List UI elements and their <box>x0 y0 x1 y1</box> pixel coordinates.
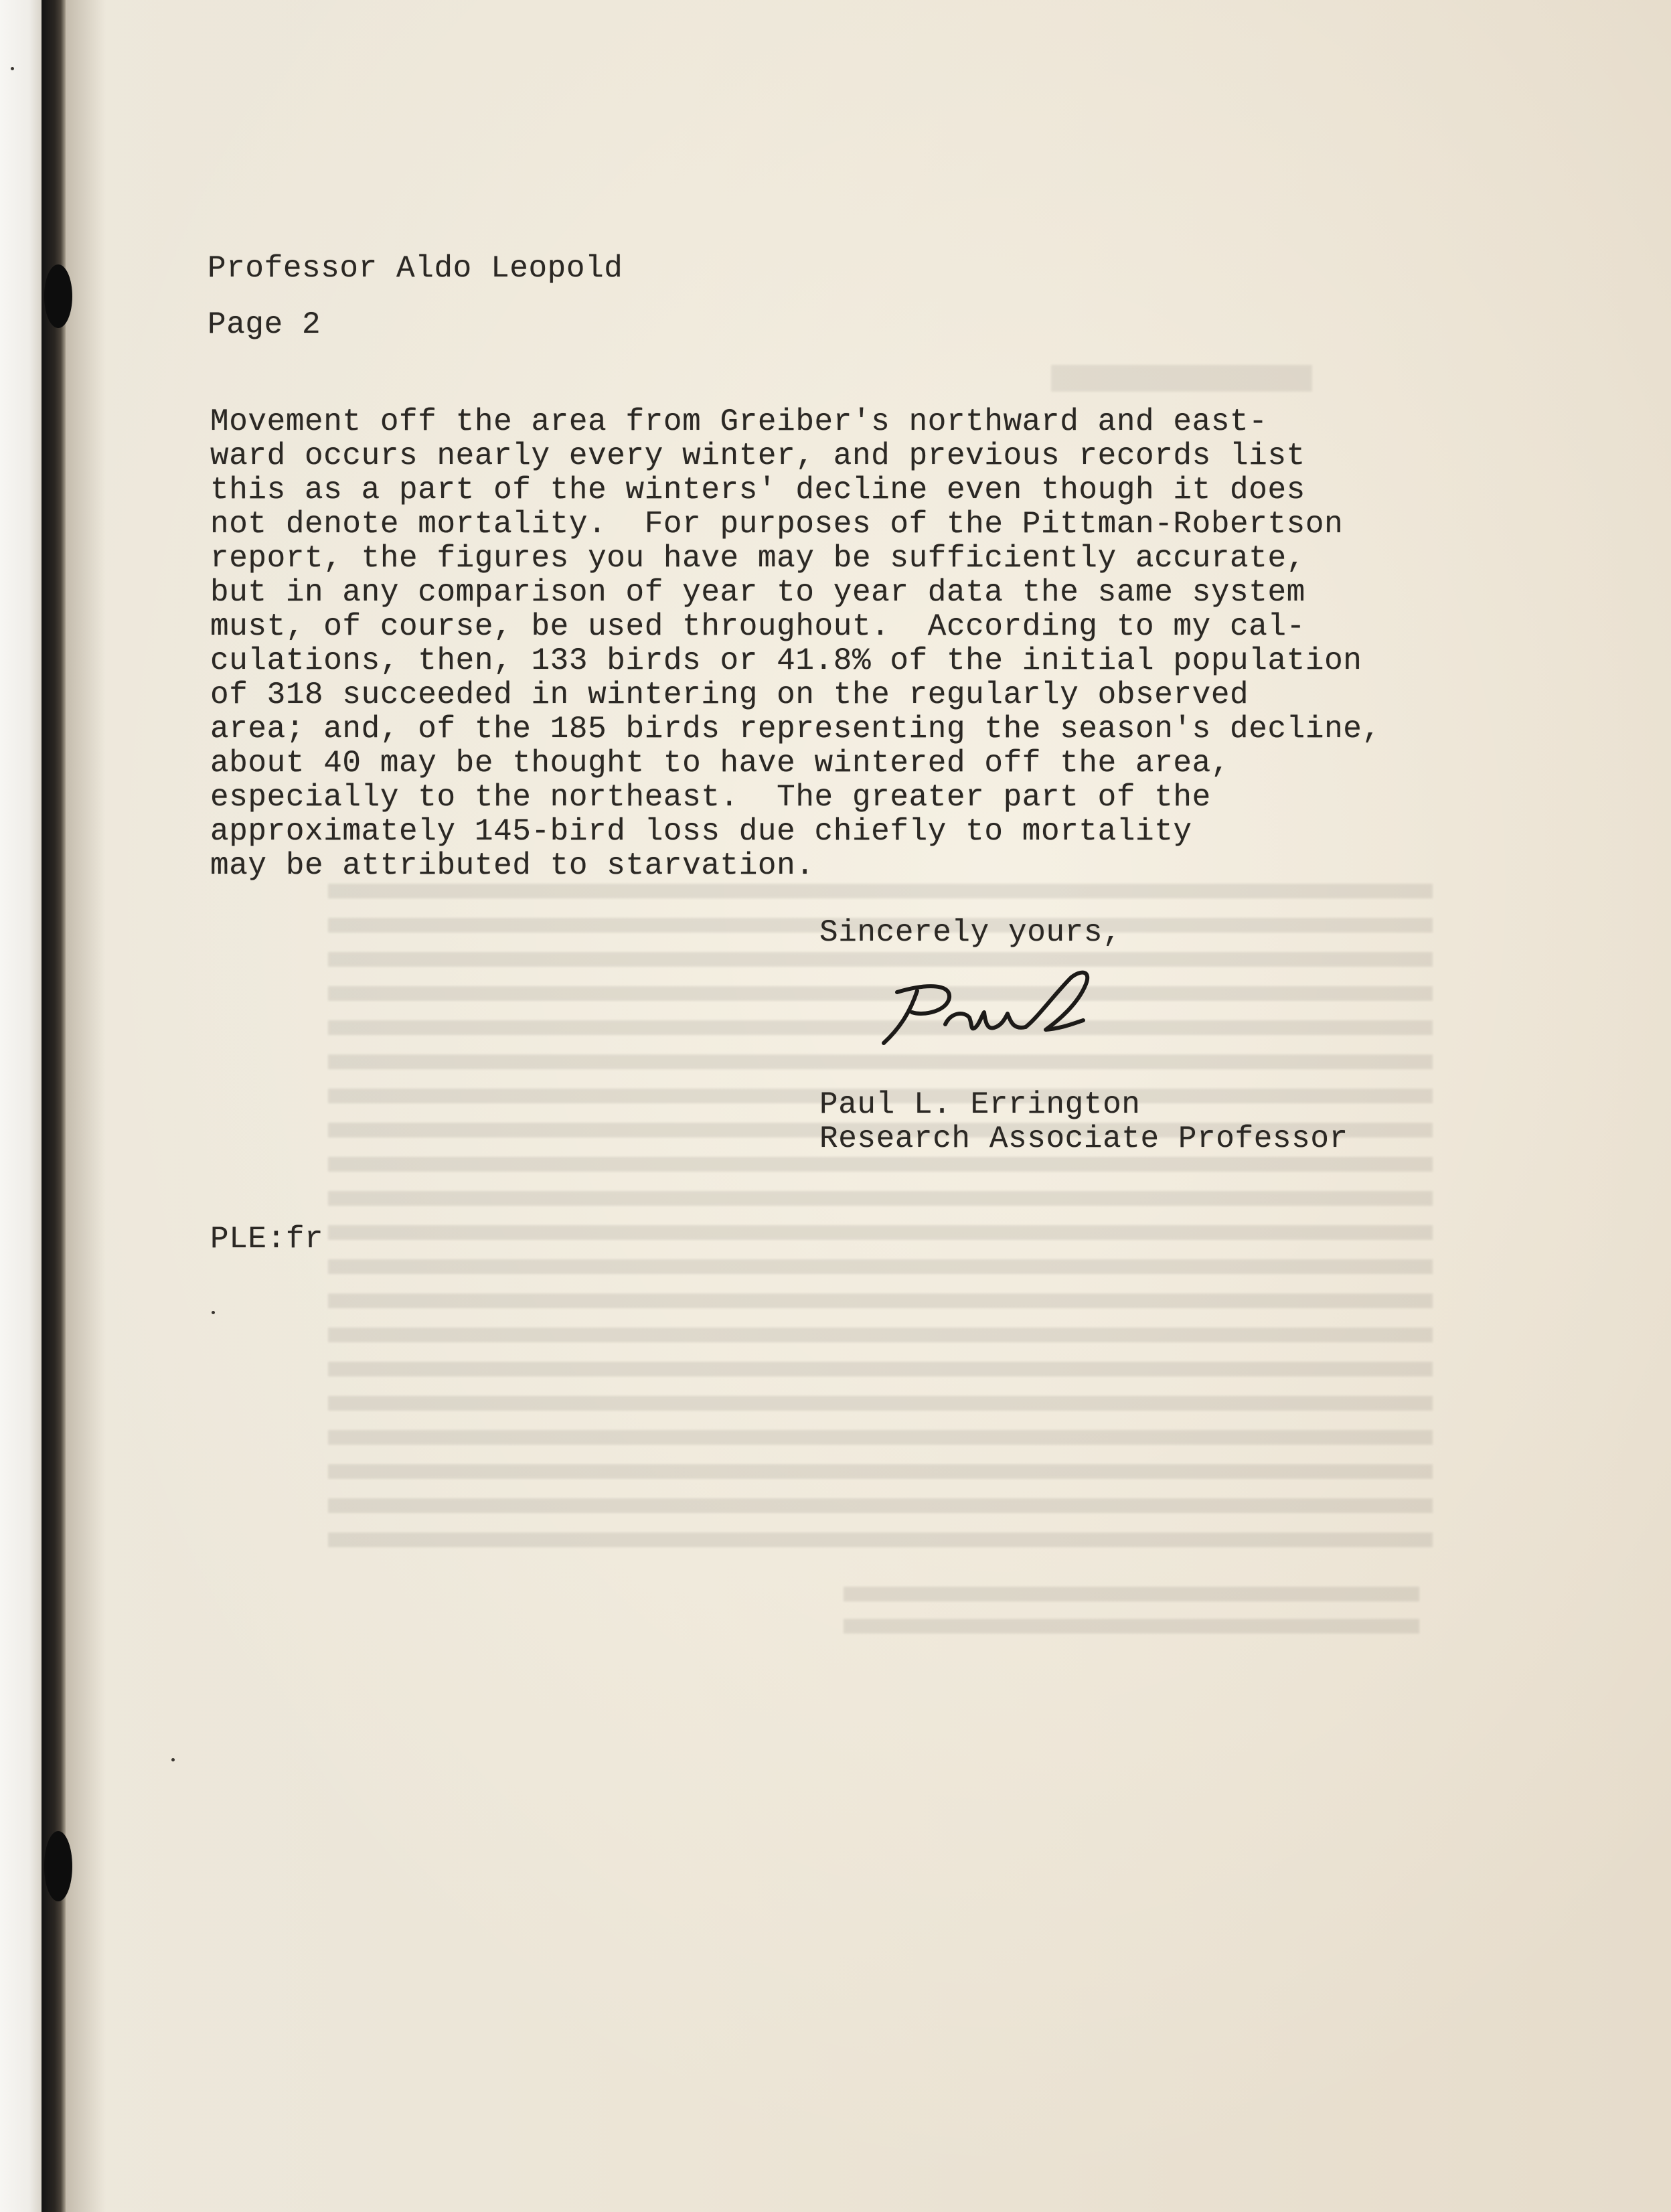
body-line: report, the figures you have may be sufficiently accurate, <box>210 541 1305 576</box>
bleed-through-text <box>1051 365 1312 392</box>
paper-speck <box>11 67 14 70</box>
body-line: not denote mortality. For purposes of the Pittman-Robertson <box>210 507 1344 542</box>
binding-edge <box>0 0 42 2212</box>
body-line: area; and, of the 185 birds representing the season's decline, <box>210 712 1381 746</box>
closing-salutation: Sincerely yours, <box>819 915 1122 950</box>
recipient-header: Professor Aldo Leopold <box>208 251 623 286</box>
body-line: this as a part of the winters' decline even though it does <box>210 473 1305 507</box>
punch-hole <box>44 1831 72 1901</box>
paper-speck <box>171 1758 175 1761</box>
signer-title: Research Associate Professor <box>819 1121 1348 1156</box>
signer-name: Paul L. Errington <box>819 1087 1141 1122</box>
handwritten-signature <box>870 964 1125 1051</box>
body-line: about 40 may be thought to have wintered off the area, <box>210 746 1230 781</box>
body-line: especially to the northeast. The greater part of the <box>210 780 1211 815</box>
body-line: approximately 145-bird loss due chiefly to mortality <box>210 814 1192 849</box>
binding-shadow <box>66 0 106 2212</box>
body-line: of 318 succeeded in wintering on the regularly observed <box>210 678 1249 712</box>
page-number: Page 2 <box>208 307 321 342</box>
body-line: must, of course, be used throughout. According to my cal- <box>210 609 1305 644</box>
reference-initials: PLE:fr <box>210 1222 324 1257</box>
body-line: culations, then, 133 birds or 41.8% of the initial population <box>210 643 1362 678</box>
paper-speck <box>212 1311 215 1314</box>
punch-hole <box>44 264 72 328</box>
body-line: ward occurs nearly every winter, and previous records list <box>210 439 1305 473</box>
body-line: but in any comparison of year to year data the same system <box>210 575 1305 610</box>
letter-body <box>210 405 1381 883</box>
body-line: Movement off the area from Greiber's northward and east- <box>210 404 1268 439</box>
bleed-through-text <box>844 1587 1419 1647</box>
body-line: may be attributed to starvation. <box>210 848 815 883</box>
